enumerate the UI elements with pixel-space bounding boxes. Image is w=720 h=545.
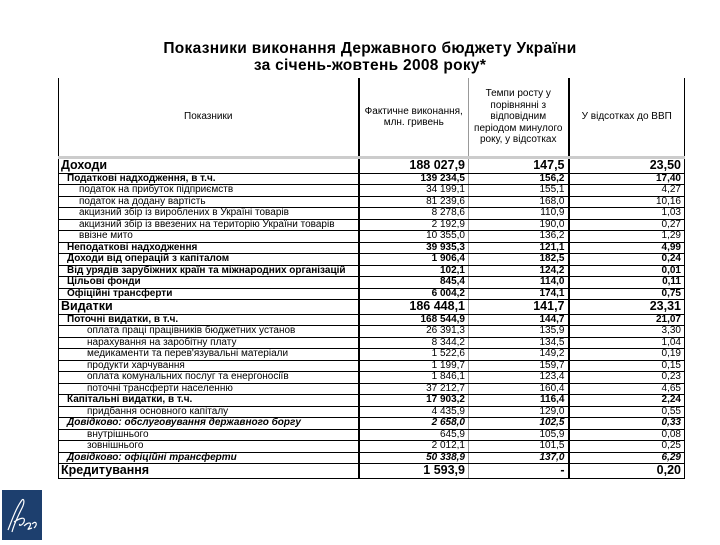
row-label: придбання основного капіталу bbox=[59, 406, 359, 418]
row-label: оплата праці працівників бюджетних установ bbox=[59, 326, 359, 338]
row-gdp-share: 4,65 bbox=[569, 383, 685, 395]
row-growth: - bbox=[469, 464, 569, 479]
row-growth: 124,2 bbox=[469, 265, 569, 277]
page-subtitle: за січень-жовтень 2008 року* bbox=[253, 57, 487, 74]
row-gdp-share: 4,99 bbox=[569, 242, 685, 254]
table-row bbox=[59, 242, 685, 254]
table-row bbox=[59, 349, 685, 361]
row-actual: 1 522,6 bbox=[359, 349, 469, 361]
row-growth: 101,5 bbox=[469, 441, 569, 453]
row-gdp-share: 4,27 bbox=[569, 185, 685, 197]
row-label: акцизний збір із ввезених на територію України товарів bbox=[59, 219, 359, 231]
row-growth: 121,1 bbox=[469, 242, 569, 254]
row-label: поточні трансферти населенню bbox=[59, 383, 359, 395]
row-gdp-share: 6,29 bbox=[569, 452, 685, 464]
row-growth: 147,5 bbox=[469, 158, 569, 174]
row-actual: 34 199,1 bbox=[359, 185, 469, 197]
table-row bbox=[59, 429, 685, 441]
table-row bbox=[59, 173, 685, 185]
table-row bbox=[59, 314, 685, 326]
header-indicators: Показники bbox=[59, 78, 359, 158]
row-growth: 174,1 bbox=[469, 288, 569, 300]
row-label: податок на прибуток підприємств bbox=[59, 185, 359, 197]
table-row bbox=[59, 360, 685, 372]
row-label: Довідково: офіційні трансферти bbox=[59, 452, 359, 464]
row-actual: 1 846,1 bbox=[359, 372, 469, 384]
header-growth: Темпи росту у порівнянні з відповідним періодом минулого року, у відсотках bbox=[469, 78, 569, 158]
row-label: Видатки bbox=[59, 300, 359, 315]
row-growth: 129,0 bbox=[469, 406, 569, 418]
table-row bbox=[59, 452, 685, 464]
row-label: Неподаткові надходження bbox=[59, 242, 359, 254]
row-label: Капітальні видатки, в т.ч. bbox=[59, 395, 359, 407]
row-growth: 149,2 bbox=[469, 349, 569, 361]
table-row bbox=[59, 219, 685, 231]
row-actual: 2 192,9 bbox=[359, 219, 469, 231]
row-growth: 168,0 bbox=[469, 196, 569, 208]
row-label: нарахування на заробітну плату bbox=[59, 337, 359, 349]
row-actual: 17 903,2 bbox=[359, 395, 469, 407]
row-growth: 190,0 bbox=[469, 219, 569, 231]
row-gdp-share: 0,01 bbox=[569, 265, 685, 277]
row-growth: 110,9 bbox=[469, 208, 569, 220]
row-actual: 39 935,3 bbox=[359, 242, 469, 254]
row-label: Від урядів зарубіжних країн та міжнародних організацій bbox=[59, 265, 359, 277]
row-actual: 845,4 bbox=[359, 277, 469, 289]
table-row bbox=[59, 383, 685, 395]
row-growth: 102,5 bbox=[469, 418, 569, 430]
table-row bbox=[59, 288, 685, 300]
row-actual: 10 355,0 bbox=[359, 231, 469, 243]
row-gdp-share: 2,24 bbox=[569, 395, 685, 407]
row-actual: 81 239,6 bbox=[359, 196, 469, 208]
row-actual: 2 658,0 bbox=[359, 418, 469, 430]
row-gdp-share: 0,75 bbox=[569, 288, 685, 300]
page-title: Показники виконання Державного бюджету України bbox=[163, 40, 577, 57]
row-label: продукти харчування bbox=[59, 360, 359, 372]
row-label: зовнішнього bbox=[59, 441, 359, 453]
table-row bbox=[59, 337, 685, 349]
row-gdp-share: 0,55 bbox=[569, 406, 685, 418]
row-growth: 160,4 bbox=[469, 383, 569, 395]
header-actual: Фактичне виконання, млн. гривень bbox=[359, 78, 469, 158]
row-actual: 186 448,1 bbox=[359, 300, 469, 315]
row-growth: 135,9 bbox=[469, 326, 569, 338]
row-actual: 26 391,3 bbox=[359, 326, 469, 338]
row-growth: 156,2 bbox=[469, 173, 569, 185]
row-actual: 188 027,9 bbox=[359, 158, 469, 174]
row-growth: 105,9 bbox=[469, 429, 569, 441]
row-label: ввізне мито bbox=[59, 231, 359, 243]
row-gdp-share: 23,31 bbox=[569, 300, 685, 315]
row-gdp-share: 1,04 bbox=[569, 337, 685, 349]
table-row bbox=[59, 372, 685, 384]
row-gdp-share: 21,07 bbox=[569, 314, 685, 326]
row-actual: 102,1 bbox=[359, 265, 469, 277]
table-row bbox=[59, 441, 685, 453]
table-row bbox=[59, 326, 685, 338]
row-growth: 155,1 bbox=[469, 185, 569, 197]
row-gdp-share: 10,16 bbox=[569, 196, 685, 208]
row-gdp-share: 0,24 bbox=[569, 254, 685, 266]
row-label: Офіційні трансферти bbox=[59, 288, 359, 300]
budget-table bbox=[58, 78, 685, 479]
row-actual: 37 212,7 bbox=[359, 383, 469, 395]
row-label: медикаменти та перев'язувальні матеріали bbox=[59, 349, 359, 361]
row-label: Довідково: обслуговування державного боргу bbox=[59, 418, 359, 430]
row-growth: 116,4 bbox=[469, 395, 569, 407]
row-actual: 4 435,9 bbox=[359, 406, 469, 418]
table-row bbox=[59, 254, 685, 266]
table-row bbox=[59, 418, 685, 430]
row-actual: 2 012,1 bbox=[359, 441, 469, 453]
row-gdp-share: 0,11 bbox=[569, 277, 685, 289]
table-row bbox=[59, 265, 685, 277]
row-growth: 141,7 bbox=[469, 300, 569, 315]
row-gdp-share: 17,40 bbox=[569, 173, 685, 185]
row-label: оплата комунальних послуг та енергоносіїв bbox=[59, 372, 359, 384]
row-actual: 1 199,7 bbox=[359, 360, 469, 372]
table-row bbox=[59, 406, 685, 418]
row-actual: 168 544,9 bbox=[359, 314, 469, 326]
row-actual: 139 234,5 bbox=[359, 173, 469, 185]
table-row bbox=[59, 196, 685, 208]
row-actual: 645,9 bbox=[359, 429, 469, 441]
row-growth: 123,4 bbox=[469, 372, 569, 384]
row-actual: 8 278,6 bbox=[359, 208, 469, 220]
row-gdp-share: 1,03 bbox=[569, 208, 685, 220]
table-row bbox=[59, 300, 685, 315]
row-label: Цільові фонди bbox=[59, 277, 359, 289]
row-label: внутрішнього bbox=[59, 429, 359, 441]
row-gdp-share: 0,27 bbox=[569, 219, 685, 231]
table-row bbox=[59, 158, 685, 174]
row-actual: 50 338,9 bbox=[359, 452, 469, 464]
row-label: Кредитування bbox=[59, 464, 359, 479]
row-gdp-share: 1,29 bbox=[569, 231, 685, 243]
row-actual: 1 906,4 bbox=[359, 254, 469, 266]
logo-signature-icon bbox=[2, 490, 42, 540]
table-row bbox=[59, 208, 685, 220]
row-gdp-share: 0,20 bbox=[569, 464, 685, 479]
kse-logo bbox=[2, 490, 42, 540]
row-growth: 114,0 bbox=[469, 277, 569, 289]
row-label: Поточні видатки, в т.ч. bbox=[59, 314, 359, 326]
header-gdp-share: У відсотках до ВВП bbox=[569, 78, 685, 158]
row-label: Доходи bbox=[59, 158, 359, 174]
row-label: Доходи від операцій з капіталом bbox=[59, 254, 359, 266]
table-row bbox=[59, 231, 685, 243]
row-growth: 137,0 bbox=[469, 452, 569, 464]
row-gdp-share: 0,15 bbox=[569, 360, 685, 372]
row-gdp-share: 23,50 bbox=[569, 158, 685, 174]
row-growth: 182,5 bbox=[469, 254, 569, 266]
row-growth: 159,7 bbox=[469, 360, 569, 372]
table-row bbox=[59, 464, 685, 479]
row-growth: 144,7 bbox=[469, 314, 569, 326]
row-label: податок на додану вартість bbox=[59, 196, 359, 208]
row-gdp-share: 0,19 bbox=[569, 349, 685, 361]
row-actual: 8 344,2 bbox=[359, 337, 469, 349]
row-actual: 6 004,2 bbox=[359, 288, 469, 300]
row-gdp-share: 0,25 bbox=[569, 441, 685, 453]
table-row bbox=[59, 277, 685, 289]
row-label: акцизний збір із вироблених в Україні товарів bbox=[59, 208, 359, 220]
table-row bbox=[59, 395, 685, 407]
row-actual: 1 593,9 bbox=[359, 464, 469, 479]
row-gdp-share: 0,23 bbox=[569, 372, 685, 384]
table-row bbox=[59, 185, 685, 197]
row-label: Податкові надходження, в т.ч. bbox=[59, 173, 359, 185]
row-growth: 134,5 bbox=[469, 337, 569, 349]
row-growth: 136,2 bbox=[469, 231, 569, 243]
row-gdp-share: 0,08 bbox=[569, 429, 685, 441]
row-gdp-share: 3,30 bbox=[569, 326, 685, 338]
row-gdp-share: 0,33 bbox=[569, 418, 685, 430]
table-header-row bbox=[59, 78, 685, 158]
